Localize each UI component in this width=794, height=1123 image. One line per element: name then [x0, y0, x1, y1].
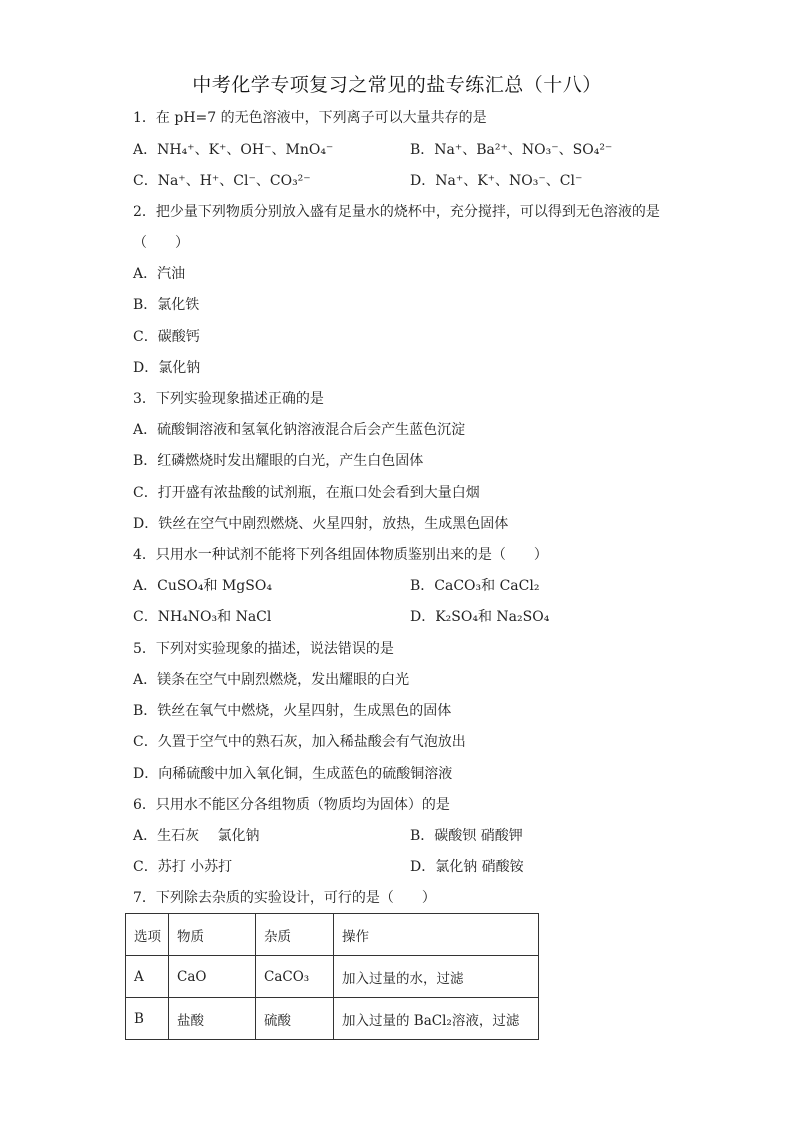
q5-option-d: D．向稀硫酸中加入氧化铜，生成蓝色的硫酸铜溶液 — [133, 766, 453, 782]
table-cell: B — [126, 998, 169, 1040]
q2-option-c: C．碳酸钙 — [133, 329, 200, 345]
q1-stem: 1．在 pH=7 的无色溶液中，下列离子可以大量共存的是 — [133, 110, 487, 126]
q2-option-a: A．汽油 — [133, 266, 186, 282]
q3-option-a: A．硫酸铜溶液和氢氧化钠溶液混合后会产生蓝色沉淀 — [133, 422, 466, 438]
table-cell: 加入过量的水，过滤 — [334, 956, 539, 998]
q4-option-d: D．K₂SO₄和 Na₂SO₄ — [410, 609, 550, 625]
table-header-row — [126, 914, 539, 956]
table-cell: 加入过量的 BaCl₂溶液，过滤 — [334, 998, 539, 1040]
q2-option-d: D．氯化钠 — [133, 360, 201, 376]
q1-option-b: B．Na⁺、Ba²⁺、NO₃⁻、SO₄²⁻ — [410, 142, 613, 158]
q7-stem: 7．下列除去杂质的实验设计，可行的是（ ） — [133, 890, 436, 906]
q3-option-b: B．红磷燃烧时发出耀眼的白光，产生白色固体 — [133, 453, 424, 469]
q4-option-c: C．NH₄NO₃和 NaCl — [133, 609, 272, 625]
q1-option-a: A．NH₄⁺、K⁺、OH⁻、MnO₄⁻ — [133, 142, 334, 158]
q4-option-b: B．CaCO₃和 CaCl₂ — [410, 578, 540, 594]
q7-table — [125, 913, 539, 1040]
table-cell: A — [126, 956, 169, 998]
q1-option-c: C．Na⁺、H⁺、Cl⁻、CO₃²⁻ — [133, 173, 311, 189]
table-cell: 盐酸 — [169, 998, 256, 1040]
q3-option-d: D．铁丝在空气中剧烈燃烧、火星四射，放热，生成黑色固体 — [133, 516, 509, 532]
q2-option-b: B．氯化铁 — [133, 297, 200, 313]
q3-stem: 3．下列实验现象描述正确的是 — [133, 391, 324, 407]
q2-stem: 2．把少量下列物质分别放入盛有足量水的烧杯中，充分搅拌，可以得到无色溶液的是 — [133, 204, 660, 220]
table-row — [126, 956, 539, 998]
table-row — [126, 998, 539, 1040]
table-header-cell: 物质 — [169, 914, 256, 956]
q5-option-c: C．久置于空气中的熟石灰，加入稀盐酸会有气泡放出 — [133, 734, 466, 750]
q1-option-d: D．Na⁺、K⁺、NO₃⁻、Cl⁻ — [410, 173, 583, 189]
q6-option-d: D．氯化钠 硝酸铵 — [410, 859, 524, 875]
table-cell: CaO — [169, 956, 256, 998]
q2-bracket: （ ） — [133, 235, 189, 251]
q5-option-a: A．镁条在空气中剧烈燃烧，发出耀眼的白光 — [133, 672, 410, 688]
page-title: 中考化学专项复习之常见的盐专练汇总（十八） — [192, 74, 602, 96]
q5-option-b: B．铁丝在氧气中燃烧，火星四射，生成黑色的固体 — [133, 703, 452, 719]
q3-option-c: C．打开盛有浓盐酸的试剂瓶，在瓶口处会看到大量白烟 — [133, 485, 480, 501]
table-header-cell: 杂质 — [256, 914, 334, 956]
q6-stem: 6．只用水不能区分各组物质（物质均为固体）的是 — [133, 797, 450, 813]
q4-stem: 4．只用水一种试剂不能将下列各组固体物质鉴别出来的是（ ） — [133, 547, 548, 563]
table-cell: CaCO₃ — [256, 956, 334, 998]
q4-option-a: A．CuSO₄和 MgSO₄ — [133, 578, 272, 594]
table-cell: 硫酸 — [256, 998, 334, 1040]
q6-option-b: B．碳酸钡 硝酸钾 — [410, 828, 523, 844]
table-header-cell: 选项 — [126, 914, 169, 956]
q6-option-c: C．苏打 小苏打 — [133, 859, 233, 875]
q6-option-a: A．生石灰 氯化钠 — [133, 828, 260, 844]
q5-stem: 5．下列对实验现象的描述，说法错误的是 — [133, 641, 394, 657]
table-header-cell: 操作 — [334, 914, 539, 956]
